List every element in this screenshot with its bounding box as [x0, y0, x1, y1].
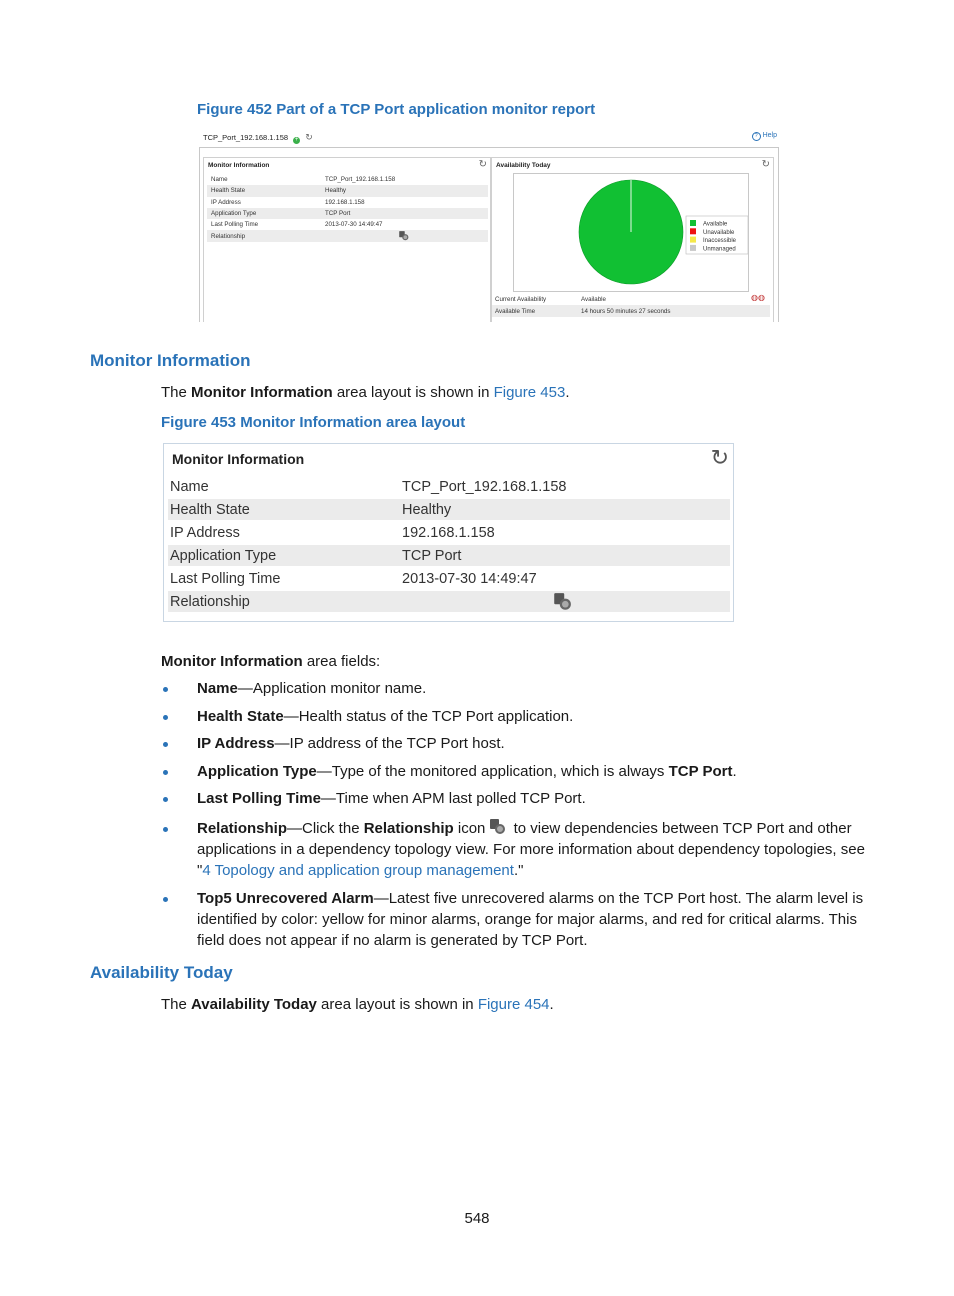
row-label: Last Polling Time: [170, 570, 281, 587]
table-row: [168, 522, 730, 543]
relationship-icon[interactable]: [552, 593, 572, 611]
row-value: TCP Port: [321, 208, 488, 219]
alarm-icons[interactable]: ◍◍: [751, 293, 765, 302]
row-label: Health State: [168, 499, 398, 520]
table-row: [207, 208, 488, 219]
row-value: TCP Port: [398, 545, 730, 566]
row-value: Available: [581, 295, 606, 303]
legend-label: Unavailable: [703, 229, 735, 236]
table-row: [168, 545, 730, 566]
row-value: Healthy: [321, 185, 488, 196]
row-value: 14 hours 50 minutes 27 seconds: [578, 305, 770, 317]
table-row: [207, 185, 488, 196]
table-row: [207, 230, 488, 241]
legend-label: Inaccessible: [703, 238, 737, 245]
monitor-info-table: [207, 174, 488, 242]
report-title: TCP_Port_192.168.1.158: [203, 133, 289, 142]
figure-453-caption: Figure 453 Monitor Information area layout: [161, 414, 466, 431]
row-value: 2013-07-30 14:49:47: [402, 570, 537, 587]
list-item: Relationship—Click the Relationship icon to view dependencies between TCP Port and other applications in a dependency topology view. For more information about dependency topologies, see "4 Topology and application group management.": [197, 818, 867, 881]
help-link[interactable]: ? Help: [752, 132, 777, 141]
refresh-icon[interactable]: ↻: [478, 159, 487, 170]
list-item: Health State—Health status of the TCP Port application.: [197, 706, 867, 727]
legend-label: Available: [703, 221, 728, 228]
section1-intro: The Monitor Information area layout is shown in Figure 453.: [161, 384, 570, 401]
figure-452-screenshot: [199, 128, 779, 322]
legend-swatch: [690, 220, 696, 226]
row-value: [398, 591, 730, 612]
availability-pie-chart: [514, 174, 748, 291]
monitor-information-area: [163, 443, 734, 622]
help-icon: ?: [752, 132, 761, 141]
row-value: Healthy: [398, 499, 730, 520]
table-row: [492, 293, 770, 305]
refresh-icon[interactable]: ↻: [305, 132, 313, 142]
figure-453-link[interactable]: Figure 453: [493, 384, 566, 401]
figure-454-link[interactable]: Figure 454: [477, 996, 550, 1013]
panel-title: Availability Today: [496, 162, 551, 169]
row-label: Relationship: [168, 591, 398, 612]
row-label: Application Type: [207, 208, 321, 219]
add-icon[interactable]: +: [294, 137, 299, 143]
legend-swatch: [690, 237, 696, 243]
section-heading-monitor-information: Monitor Information: [90, 351, 251, 370]
table-row: [168, 591, 730, 612]
row-value: [321, 230, 488, 241]
list-item: Application Type—Type of the monitored application, which is always TCP Port.: [197, 761, 867, 782]
monitor-info-table: [168, 474, 730, 614]
table-row: [168, 499, 730, 520]
row-label: IP Address: [170, 524, 240, 541]
table-row: [168, 568, 730, 589]
report-frame: [199, 147, 779, 322]
legend-swatch: [690, 245, 696, 251]
row-label: Name: [170, 478, 209, 495]
relationship-icon: [488, 819, 506, 835]
row-label: IP Address: [211, 198, 241, 206]
relationship-icon[interactable]: [398, 231, 409, 241]
pie-chart-box: [513, 173, 749, 292]
row-value: TCP_Port_192.168.1.158: [325, 176, 396, 184]
monitor-information-panel: [203, 157, 491, 322]
report-title-bar: [203, 132, 313, 144]
list-item: IP Address—IP address of the TCP Port host.: [197, 733, 867, 754]
row-label: Health State: [207, 185, 321, 196]
legend-label: Unmanaged: [703, 246, 736, 253]
legend-swatch: [690, 228, 696, 234]
table-row: [492, 305, 770, 317]
row-label: Available Time: [492, 305, 578, 317]
table-row: [168, 476, 730, 497]
panel-title: Monitor Information: [208, 162, 270, 169]
row-label: Last Polling Time: [211, 221, 259, 229]
row-label: Name: [211, 176, 228, 184]
fields-intro: Monitor Information area fields:: [161, 653, 381, 670]
table-row: [207, 197, 488, 208]
availability-table: [492, 293, 770, 317]
row-label: Application Type: [168, 545, 398, 566]
section-heading-availability-today: Availability Today: [90, 963, 233, 982]
row-value: TCP_Port_192.168.1.158: [402, 478, 567, 495]
page-number: 548: [464, 1210, 490, 1227]
list-item: Name—Application monitor name.: [197, 678, 867, 699]
row-value: 192.168.1.158: [325, 198, 365, 206]
list-item: Last Polling Time—Time when APM last polled TCP Port.: [197, 788, 867, 809]
row-value: 2013-07-30 14:49:47: [325, 221, 383, 229]
table-row: [207, 219, 488, 230]
row-label: Current Availability: [495, 295, 547, 303]
refresh-icon[interactable]: ↻: [710, 445, 729, 470]
section2-intro: The Availability Today area layout is shown in Figure 454.: [161, 996, 554, 1013]
area-title: Monitor Information: [172, 451, 305, 467]
list-item: Top5 Unrecovered Alarm—Latest five unrecovered alarms on the TCP Port host. The alarm level is identified by color: yellow for minor alarms, orange for major alarms, and red for critical alarms. This field does not appear if no alarm is generated by TCP Port.: [197, 888, 867, 951]
topology-link[interactable]: 4 Topology and application group management: [202, 862, 514, 879]
availability-today-panel: [491, 157, 774, 322]
refresh-icon[interactable]: ↻: [761, 159, 770, 170]
row-label: Relationship: [207, 230, 321, 241]
row-value: 192.168.1.158: [402, 524, 495, 541]
figure-452-caption: Figure 452 Part of a TCP Port application monitor report: [197, 101, 596, 118]
table-row: [207, 174, 488, 185]
